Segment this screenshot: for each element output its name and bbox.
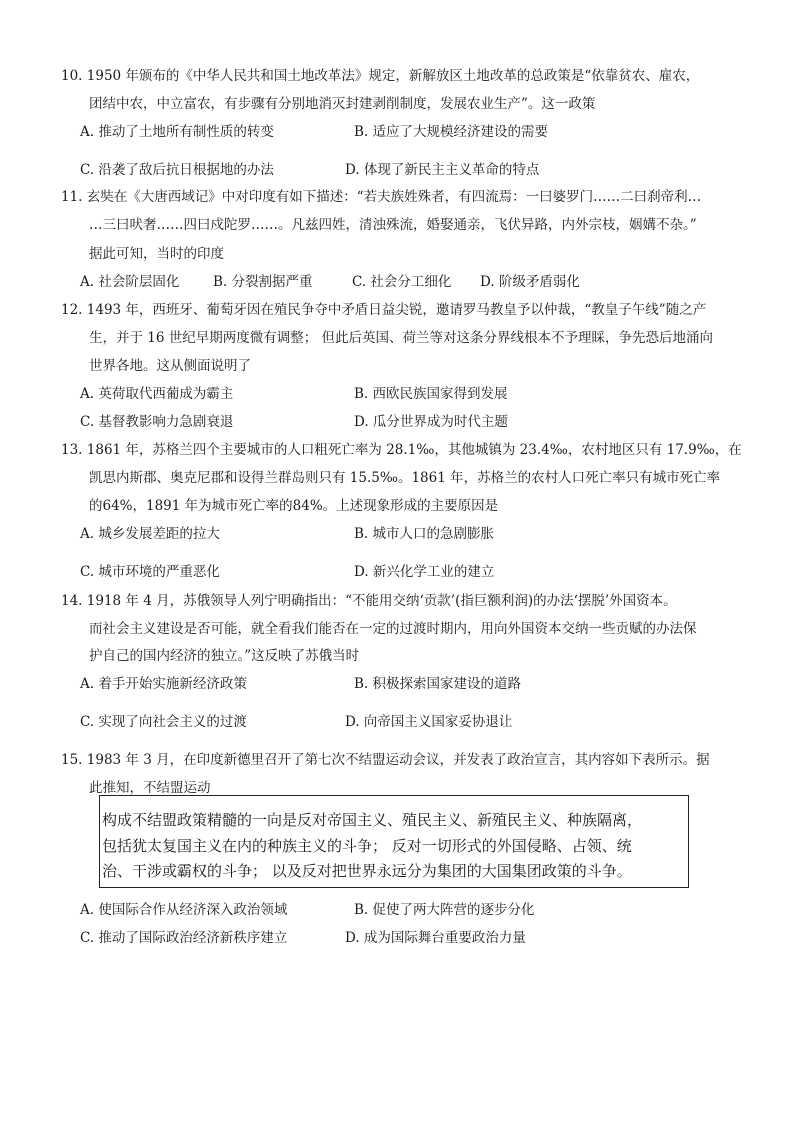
question-15-stem: 此推知，不结盟运动 [89,780,211,796]
question-12-stem: 世界各地。这从侧面说明了 [89,358,251,374]
question-10-option-b: B. 适应了大规模经济建设的需要 [354,124,549,140]
quote-box [99,795,689,888]
question-10-option-d: D. 体现了新民主主义革命的特点 [345,162,540,178]
question-12-option-a: A. 英荷取代西葡成为霸主 [80,386,234,402]
question-13-option-d: D. 新兴化学工业的建立 [354,564,495,580]
question-12-option-c: C. 基督教影响力急剧衰退 [80,414,234,430]
question-13-option-b: B. 城市人口的急剧膨胀 [354,526,495,542]
question-11-stem: 11. 玄奘在《大唐西域记》中对印度有如下描述：“若夫族姓殊者，有四流焉：一曰婆罗门……二曰刹帝利… [61,189,702,205]
question-11-stem: …三曰吠奢……四曰戍陀罗……。凡兹四姓，清浊殊流，婚娶通亲，飞伏异路，内外宗枝，姻媾不杂。” [89,217,697,233]
question-13-stem: 13. 1861 年，苏格兰四个主要城市的人口粗死亡率为 28.1‰，其他城镇为 23.4‰，农村地区只有 17.9‰，在 [61,442,742,458]
question-11-stem: 据此可知，当时的印度 [89,246,224,262]
question-14-option-d: D. 向帝国主义国家妥协退让 [345,714,513,730]
quote-line: 包括犹太复国主义在内的种族主义的斗争； 反对一切形式的外国侵略、占领、统 [102,837,632,855]
question-11-option-b: B. 分裂割据严重 [213,274,313,290]
question-11-option-d: D. 阶级矛盾弱化 [480,274,580,290]
question-13-stem: 的64%，1891 年为城市死亡率的84%。上述现象形成的主要原因是 [89,498,499,514]
question-14-option-c: C. 实现了向社会主义的过渡 [80,714,247,730]
question-14-stem: 而社会主义建设是否可能，就全看我们能否在一定的过渡时期内，用向外国资本交纳一些贡赋的办法保 [89,621,697,637]
question-14-option-a: A. 着手开始实施新经济政策 [80,676,247,692]
question-10-stem: 10. 1950 年颁布的《中华人民共和国土地改革法》规定，新解放区土地改革的总政策是“依靠贫农、雇农， [61,68,700,84]
question-14-stem: 护自己的国内经济的独立。”这反映了苏俄当时 [89,648,360,664]
question-14-stem: 14. 1918 年 4 月，苏俄领导人列宁明确指出：“不能用交纳‘贡款’(指巨额利润)的办法‘摆脱’外国资本。 [61,593,677,609]
question-10-stem: 团结中农，中立富农，有步骤有分别地消灭封建剥削制度，发展农业生产”。这一政策 [89,96,596,112]
question-15-option-a: A. 使国际合作从经济深入政治领域 [80,902,288,918]
question-15-option-d: D. 成为国际舞台重要政治力量 [345,930,526,946]
question-15-option-b: B. 促使了两大阵营的逐步分化 [354,902,535,918]
question-10-option-c: C. 沿袭了敌后抗日根据地的办法 [80,162,274,178]
question-11-option-c: C. 社会分工细化 [352,274,452,290]
question-13-stem: 凯思内斯郡、奥克尼郡和设得兰群岛则只有 15.5‰。1861 年，苏格兰的农村人口死亡率只有城市死亡率 [89,470,721,486]
question-10-option-a: A. 推动了土地所有制性质的转变 [80,124,274,140]
question-13-option-a: A. 城乡发展差距的拉大 [80,526,220,542]
question-12-option-d: D. 瓜分世界成为时代主题 [354,414,508,430]
quote-line: 治、干涉或霸权的斗争； 以及反对把世界永远分为集团的大国集团政策的斗争。 [102,862,632,880]
quote-line: 构成不结盟政策精髓的一向是反对帝国主义、殖民主义、新殖民主义、种族隔离， [102,811,643,829]
question-14-option-b: B. 积极探索国家建设的道路 [354,676,522,692]
question-15-option-c: C. 推动了国际政治经济新秩序建立 [80,930,288,946]
question-12-stem: 12. 1493 年，西班牙、葡萄牙因在殖民争夺中矛盾日益尖锐，邀请罗马教皇予以仲裁，“教皇子午线”随之产 [61,302,707,318]
question-13-option-c: C. 城市环境的严重恶化 [80,564,220,580]
question-11-option-a: A. 社会阶层固化 [80,274,180,290]
question-15-stem: 15. 1983 年 3 月，在印度新德里召开了第七次不结盟运动会议，并发表了政治宣言，其内容如下表所示。据 [61,752,710,768]
question-12-stem: 生，并于 16 世纪早期两度微有调整； 但此后英国、荷兰等对这条分界线根本不予理睬，争先恐后地涌向 [89,330,714,346]
question-12-option-b: B. 西欧民族国家得到发展 [354,386,508,402]
